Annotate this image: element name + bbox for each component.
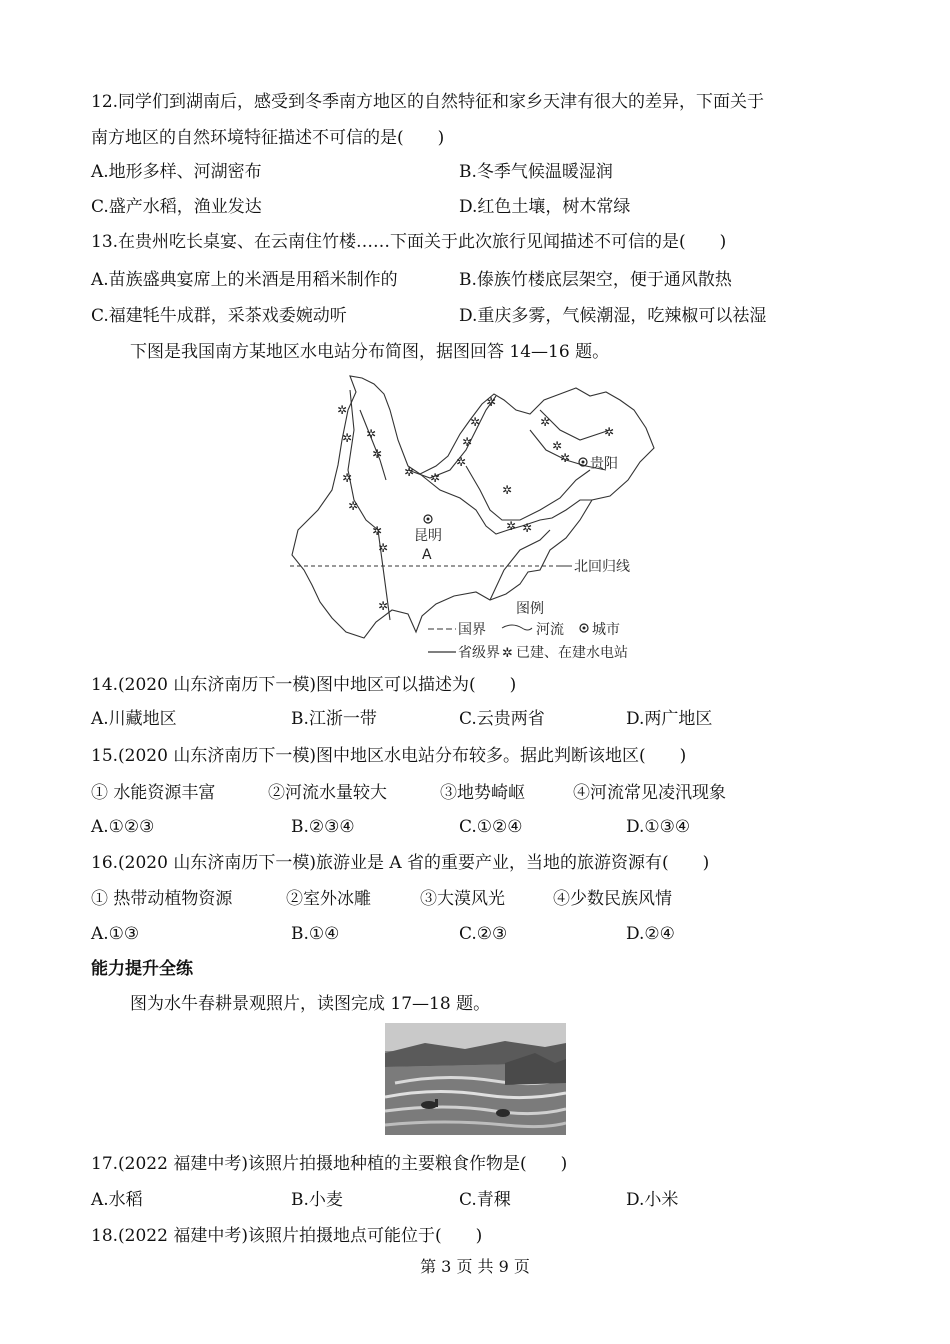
q17-option-c: C.青稞: [459, 1190, 511, 1210]
q16-statement-3: ③大漠风光: [420, 889, 505, 909]
q13-stem: 13.在贵州吃长桌宴、在云南住竹楼……下面关于此次旅行见闻描述不可信的是( ): [91, 232, 727, 252]
q13-option-d: D.重庆多雾，气候潮湿，吃辣椒可以祛湿: [459, 306, 767, 326]
q12-option-d: D.红色土壤，树木常绿: [459, 197, 631, 217]
station-icon: ✲: [462, 435, 473, 449]
q15-option-a: A.①②③: [91, 817, 155, 837]
q15-stem: 15.(2020 山东济南历下一模)图中地区水电站分布较多。据此判断该地区( ): [91, 746, 687, 766]
q12-option-b: B.冬季气候温暖湿润: [459, 162, 613, 182]
q14-option-c: C.云贵两省: [459, 709, 545, 729]
q13-option-c: C.福建牦牛成群，采茶戏委婉动听: [91, 306, 347, 326]
q14-option-b: B.江浙一带: [291, 709, 377, 729]
q12-stem-line1: 12.同学们到湖南后，感受到冬季南方地区的自然特征和家乡天津有很大的差异，下面关于: [91, 92, 765, 112]
q16-option-a: A.①③: [91, 924, 140, 944]
station-icon: ✲: [552, 439, 563, 453]
city-guiyang-label: 贵阳: [590, 456, 618, 472]
legend-title: 图例: [516, 601, 544, 617]
station-icon: ✲: [540, 415, 551, 429]
station-icon: ✲: [470, 415, 481, 429]
q17-option-d: D.小米: [626, 1190, 679, 1210]
station-icon: ✲: [430, 471, 441, 485]
q16-statement-1: ① 热带动植物资源: [91, 889, 233, 909]
q17-option-a: A.水稻: [91, 1190, 143, 1210]
river-3: [408, 396, 496, 478]
river-4: [466, 466, 590, 520]
q17-option-b: B.小麦: [291, 1190, 343, 1210]
q16-option-d: D.②④: [626, 924, 675, 944]
legend-city: 城市: [592, 622, 620, 638]
q16-stem: 16.(2020 山东济南历下一模)旅游业是 A 省的重要产业，当地的旅游资源有( ): [91, 853, 710, 873]
q12-option-a: A.地形多样、河湖密布: [91, 162, 262, 182]
q12-stem-line2: 南方地区的自然环境特征描述不可信的是( ): [91, 128, 445, 148]
photo-intro: 图为水牛春耕景观照片，读图完成 17—18 题。: [130, 994, 491, 1014]
station-icon: ✲: [560, 451, 571, 465]
q17-stem: 17.(2022 福建中考)该照片拍摄地种植的主要粮食作物是( ): [91, 1154, 568, 1174]
q14-option-a: A.川藏地区: [91, 709, 177, 729]
station-icon: ✲: [456, 455, 467, 469]
station-icon: ✲: [404, 465, 415, 479]
station-icon: ✲: [506, 519, 517, 533]
q13-option-b: B.傣族竹楼底层架空，便于通风散热: [459, 270, 732, 290]
q15-statement-2: ②河流水量较大: [268, 783, 387, 803]
q13-option-a: A.苗族盛典宴席上的米酒是用稻米制作的: [91, 270, 398, 290]
q15-option-c: C.①②④: [459, 817, 523, 837]
legend-station: 已建、在建水电站: [516, 645, 628, 661]
label-a: A: [422, 547, 432, 563]
q16-statement-4: ④少数民族风情: [553, 889, 672, 909]
station-icon: ✲: [604, 425, 615, 439]
river-7: [540, 410, 610, 440]
q15-statement-4: ④河流常见凌汛现象: [573, 783, 726, 803]
q16-option-c: C.②③: [459, 924, 508, 944]
station-icon: ✲: [366, 427, 377, 441]
station-icon: ✲: [378, 599, 389, 613]
q15-statement-1: ① 水能资源丰富: [91, 783, 216, 803]
buffalo-farming-photo: [385, 1023, 566, 1135]
station-icon: ✲: [522, 521, 533, 535]
q15-option-b: B.②③④: [291, 817, 355, 837]
legend-border: 国界: [458, 622, 486, 638]
q15-statement-3: ③地势崎岖: [440, 783, 525, 803]
station-icon: ✲: [348, 499, 359, 513]
station-icon: ✲: [372, 447, 383, 461]
station-icon: ✲: [502, 483, 513, 497]
station-icon: ✲: [502, 646, 513, 661]
legend-river: 河流: [536, 622, 564, 638]
page-footer: 第 3 页 共 9 页: [420, 1257, 530, 1276]
station-icon: ✲: [342, 431, 353, 445]
q14-option-d: D.两广地区: [626, 709, 713, 729]
hydropower-map: [290, 370, 660, 662]
q15-option-d: D.①③④: [626, 817, 691, 837]
river-2: [360, 410, 386, 480]
station-icon: ✲: [378, 541, 389, 555]
station-icon: ✲: [486, 395, 497, 409]
station-icon: ✲: [337, 403, 348, 417]
q14-stem: 14.(2020 山东济南历下一模)图中地区可以描述为( ): [91, 675, 517, 695]
station-icon: ✲: [372, 524, 383, 538]
q18-stem: 18.(2022 福建中考)该照片拍摄地点可能位于( ): [91, 1226, 483, 1246]
q16-statement-2: ②室外冰雕: [286, 889, 371, 909]
map-intro: 下图是我国南方某地区水电站分布简图，据图回答 14—16 题。: [130, 342, 610, 362]
q12-option-c: C.盛产水稻，渔业发达: [91, 197, 262, 217]
section-title: 能力提升全练: [91, 959, 193, 979]
river-6: [490, 530, 550, 600]
city-kunming-label: 昆明: [414, 528, 442, 544]
tropic-label: 北回归线: [574, 559, 630, 575]
station-icon: ✲: [342, 471, 353, 485]
q16-option-b: B.①④: [291, 924, 340, 944]
legend-province: 省级界: [458, 645, 500, 661]
